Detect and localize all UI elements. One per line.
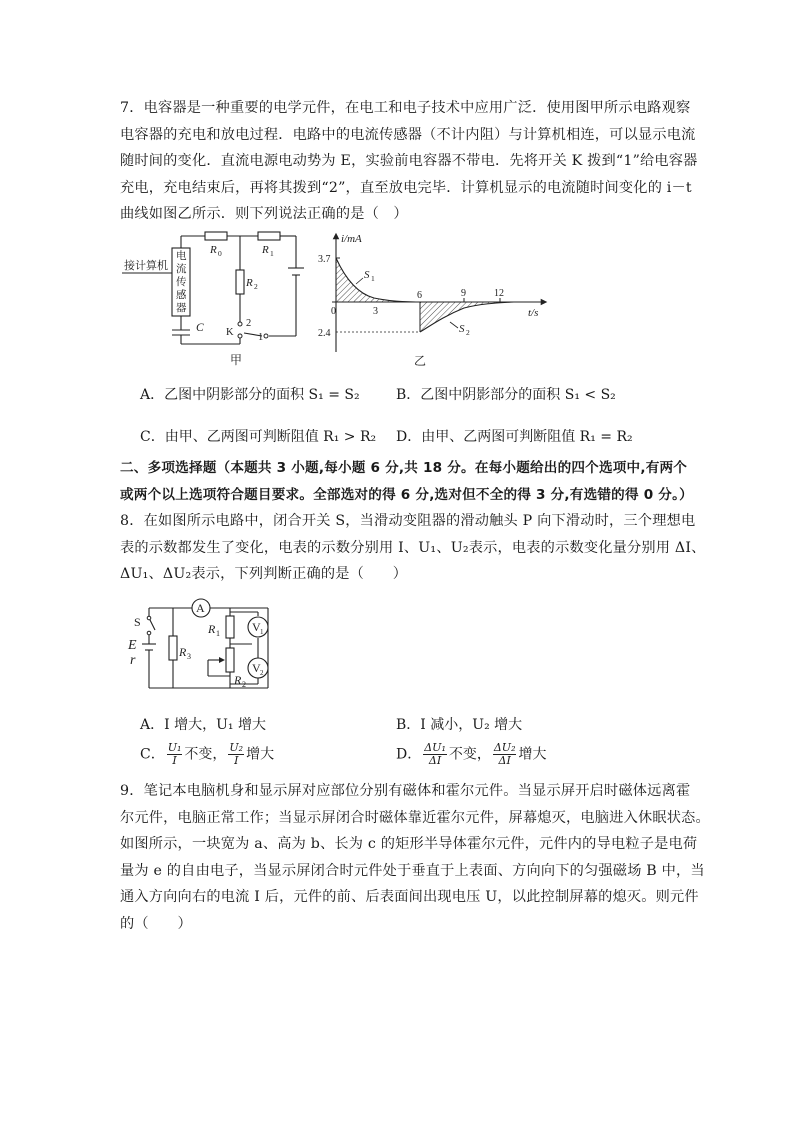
label-r0: R <box>210 244 217 256</box>
fraction-u1-over-i <box>167 742 183 767</box>
option-text: 不变， <box>448 746 491 763</box>
text-line: 尔元件，电脑正常工作；当显示屏闭合时磁体靠近霍尔元件，屏幕熄灭，电脑进入休眠状态。 <box>120 809 710 826</box>
label-pos-2: 2 <box>246 318 252 329</box>
label-s1-sub: 1 <box>371 274 375 283</box>
q8-option-c[interactable] <box>140 742 274 767</box>
x-tick: 12 <box>494 288 504 299</box>
label-r1: R <box>208 622 216 636</box>
label-s: S <box>134 615 141 629</box>
q8-option-b[interactable]: B．I 减小，U₂ 增大 <box>396 717 523 733</box>
text-line: 7．电容器是一种重要的电学元件，在电工和电子技术中应用广泛．使用图甲所示电路观察 <box>120 100 691 116</box>
label-ammeter: A <box>196 601 205 615</box>
label-s1: S <box>364 269 370 281</box>
option-text: 增大 <box>246 746 275 763</box>
denominator: ΔI <box>498 754 511 767</box>
q7-option-c[interactable]: C．由甲、乙两图可判断阻值 R₁ > R₂ <box>140 429 377 445</box>
numerator: U₂ <box>229 741 244 754</box>
text-line: 表的示数都发生了变化，电表的示数分别用 I、U₁、U₂表示，电表的示数变化量分别用 ΔI、 <box>120 539 706 556</box>
text-line: 如图所示，一块宽为 a、高为 b、长为 c 的矩形半导体霍尔元件，元件内的导电粒子是电荷 <box>120 836 698 852</box>
numerator: U₁ <box>167 741 182 754</box>
question-8-text <box>120 508 706 588</box>
label-pos-1: 1 <box>258 332 264 343</box>
fraction-du1-over-di <box>423 742 447 767</box>
label-r2: R <box>246 277 253 289</box>
origin-label: 0 <box>331 306 336 317</box>
numerator: ΔU₁ <box>424 741 446 754</box>
label-s2: S <box>459 323 465 335</box>
q7-option-d[interactable]: D．由甲、乙两图可判断阻值 R₁ = R₂ <box>396 429 633 445</box>
label-r3-sub: 3 <box>187 652 191 661</box>
fraction-u2-over-i <box>228 742 244 767</box>
label-v1-sub: 1 <box>260 628 264 636</box>
label-v1: V <box>252 620 261 634</box>
y-tick-bottom: 2.4 <box>318 328 331 339</box>
q8-option-a[interactable]: A．I 增大，U₁ 增大 <box>140 717 266 733</box>
q7-option-b[interactable]: B．乙图中阴影部分的面积 S₁ < S₂ <box>396 387 616 403</box>
label-v2: V <box>252 661 261 675</box>
x-tick: 3 <box>373 306 378 317</box>
text-line: 二、多项选择题（本题共 3 小题,每小题 6 分,共 18 分。在每小题给出的四个选项中,有两个 <box>120 460 688 476</box>
label-e: E <box>128 638 137 653</box>
text-line: 随时间的变化．直流电源电动势为 E，实验前电容器不带电．先将开关 K 拨到“1”给电容器 <box>120 153 698 169</box>
label-r2-sub: 2 <box>254 282 258 291</box>
q7-option-a[interactable]: A．乙图中阴影部分的面积 S₁ = S₂ <box>140 387 360 403</box>
text-line: 8．在如图所示电路中，闭合开关 S，当滑动变阻器的滑动触头 P 向下滑动时，三个理想电 <box>120 513 696 529</box>
label-v2-sub: 2 <box>260 669 264 677</box>
text-line: 通入方向向右的电流 I 后，元件的前、后表面间出现电压 U，以此控制屏幕的熄灭。则元件 <box>120 889 699 905</box>
sensor-char: 传 <box>176 277 187 288</box>
text-line: 曲线如图乙所示．则下列说法正确的是（ ） <box>120 206 408 222</box>
sensor-char: 器 <box>176 303 187 314</box>
denominator: I <box>172 754 177 767</box>
y-tick-top: 3.7 <box>318 254 331 265</box>
text-line: 9．笔记本电脑机身和显示屏对应部位分别有磁体和霍尔元件。当显示屏开启时磁体远离霍 <box>120 783 691 799</box>
text-line: 或两个以上选项符合题目要求。全部选对的得 6 分,选对但不全的得 3 分,有选错的得 0 分。） <box>120 486 693 503</box>
label-r: r <box>130 653 136 668</box>
x-tick: 6 <box>417 290 422 301</box>
section-2-header <box>120 455 693 508</box>
figure-yi-graph <box>314 228 558 378</box>
figure-jia-circuit <box>118 226 310 376</box>
label-r1-sub: 1 <box>270 249 274 258</box>
option-text: 不变， <box>184 746 227 763</box>
figure-q8-circuit <box>122 596 282 696</box>
label-r3: R <box>179 645 187 659</box>
text-line: 的（ ） <box>120 915 192 932</box>
option-letter: C． <box>140 746 165 763</box>
sensor-char: 流 <box>176 264 187 275</box>
label-r1-sub: 1 <box>216 629 220 638</box>
sensor-char: 感 <box>176 290 187 301</box>
label-s2-sub: 2 <box>466 328 470 337</box>
fraction-du2-over-di <box>493 742 517 767</box>
question-9-text <box>120 778 710 937</box>
numerator: ΔU₂ <box>493 741 516 754</box>
x-tick: 9 <box>461 288 466 299</box>
q8-option-d[interactable] <box>396 742 546 767</box>
label-k: K <box>226 327 234 338</box>
option-text: 增大 <box>518 746 547 763</box>
label-r0-sub: 0 <box>218 249 222 258</box>
caption-yi: 乙 <box>414 354 427 368</box>
sensor-char: 电 <box>176 251 187 262</box>
caption-jia: 甲 <box>230 353 243 367</box>
denominator: I <box>234 754 239 767</box>
label-r2: R <box>234 673 242 687</box>
text-line: 量为 e 的自由电子，当显示屏闭合时元件处于垂直于上表面、方向向下的匀强磁场 B 中，当 <box>120 862 705 879</box>
label-c: C <box>196 322 204 334</box>
text-line: ΔU₁、ΔU₂表示，下列判断正确的是（ ） <box>120 566 408 582</box>
question-7-text <box>120 95 698 228</box>
label-computer: 接计算机 <box>124 260 168 272</box>
y-axis-label: i/mA <box>341 233 362 245</box>
text-line: 充电，充电结束后，再将其拨到“2”，直至放电完毕．计算机显示的电流随时间变化的 i－t <box>120 179 692 196</box>
text-line: 电容器的充电和放电过程．电路中的电流传感器（不计内阻）与计算机相连，可以显示电流 <box>120 126 696 143</box>
x-axis-label: t/s <box>528 307 539 319</box>
label-r2-sub: 2 <box>242 680 246 689</box>
label-r1: R <box>262 244 269 256</box>
denominator: ΔI <box>428 754 442 767</box>
option-letter: D． <box>396 746 422 763</box>
